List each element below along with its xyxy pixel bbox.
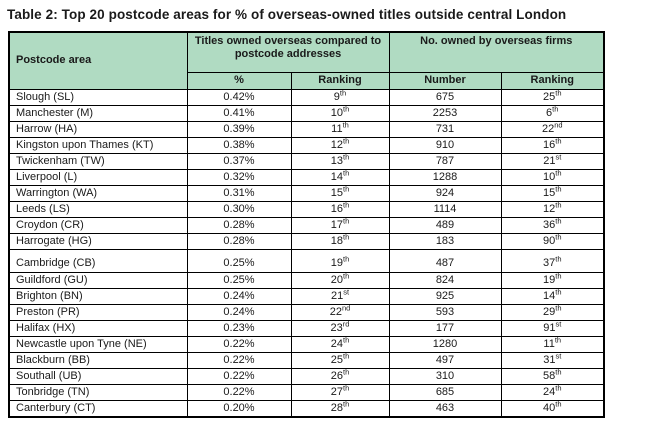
cell-percent: 0.20% (187, 400, 291, 417)
cell-postcode-area: Guildford (GU) (9, 272, 187, 288)
cell-percent-ranking: 16th (291, 201, 389, 217)
cell-number: 910 (389, 137, 501, 153)
cell-percent-ranking: 19th (291, 249, 389, 272)
cell-percent-ranking: 22nd (291, 304, 389, 320)
cell-percent: 0.38% (187, 137, 291, 153)
cell-number-ranking: 24th (501, 384, 604, 400)
cell-postcode-area: Brighton (BN) (9, 288, 187, 304)
table-row (9, 352, 604, 368)
cell-number-ranking: 21st (501, 153, 604, 169)
cell-number-ranking: 12th (501, 201, 604, 217)
table-title: Table 2: Top 20 postcode areas for % of overseas-owned titles outside central London (7, 7, 567, 22)
cell-number: 177 (389, 320, 501, 336)
cell-percent: 0.24% (187, 304, 291, 320)
cell-postcode-area: Newcastle upon Tyne (NE) (9, 336, 187, 352)
table-row (9, 400, 604, 417)
cell-number: 1288 (389, 169, 501, 185)
cell-percent-ranking: 15th (291, 185, 389, 201)
cell-percent-ranking: 17th (291, 217, 389, 233)
cell-number-ranking: 16th (501, 137, 604, 153)
cell-percent: 0.32% (187, 169, 291, 185)
cell-number-ranking: 58th (501, 368, 604, 384)
cell-percent-ranking: 21st (291, 288, 389, 304)
cell-postcode-area: Twickenham (TW) (9, 153, 187, 169)
cell-postcode-area: Southall (UB) (9, 368, 187, 384)
cell-number-ranking: 31st (501, 352, 604, 368)
cell-number: 2253 (389, 105, 501, 121)
table-row (9, 217, 604, 233)
cell-percent-ranking: 18th (291, 233, 389, 249)
cell-percent: 0.41% (187, 105, 291, 121)
cell-percent: 0.31% (187, 185, 291, 201)
cell-percent-ranking: 23rd (291, 320, 389, 336)
cell-postcode-area: Tonbridge (TN) (9, 384, 187, 400)
cell-number-ranking: 36th (501, 217, 604, 233)
table-row (9, 89, 604, 105)
cell-postcode-area: Liverpool (L) (9, 169, 187, 185)
col-group-no-owned-by-overseas-firms: No. owned by overseas firms (389, 32, 604, 72)
cell-postcode-area: Leeds (LS) (9, 201, 187, 217)
cell-number: 489 (389, 217, 501, 233)
cell-postcode-area: Harrow (HA) (9, 121, 187, 137)
cell-number: 1114 (389, 201, 501, 217)
cell-number: 497 (389, 352, 501, 368)
table-header (9, 32, 604, 89)
table-row (9, 336, 604, 352)
col-header-percent-ranking: Ranking (291, 72, 389, 89)
table-body (9, 89, 604, 417)
cell-number: 593 (389, 304, 501, 320)
table-row (9, 233, 604, 249)
table-row (9, 121, 604, 137)
cell-percent: 0.22% (187, 336, 291, 352)
table-row (9, 249, 604, 272)
cell-percent-ranking: 24th (291, 336, 389, 352)
cell-number-ranking: 6th (501, 105, 604, 121)
cell-number-ranking: 15th (501, 185, 604, 201)
cell-number: 824 (389, 272, 501, 288)
cell-number: 675 (389, 89, 501, 105)
cell-number-ranking: 91st (501, 320, 604, 336)
cell-percent-ranking: 9th (291, 89, 389, 105)
cell-number-ranking: 11th (501, 336, 604, 352)
postcode-table (8, 31, 605, 418)
cell-number: 487 (389, 249, 501, 272)
cell-postcode-area: Canterbury (CT) (9, 400, 187, 417)
table-row (9, 320, 604, 336)
table-row (9, 137, 604, 153)
cell-percent-ranking: 20th (291, 272, 389, 288)
cell-percent-ranking: 11th (291, 121, 389, 137)
cell-number: 685 (389, 384, 501, 400)
cell-percent: 0.24% (187, 288, 291, 304)
cell-postcode-area: Warrington (WA) (9, 185, 187, 201)
cell-number-ranking: 19th (501, 272, 604, 288)
cell-postcode-area: Harrogate (HG) (9, 233, 187, 249)
cell-percent-ranking: 14th (291, 169, 389, 185)
cell-percent-ranking: 10th (291, 105, 389, 121)
cell-number-ranking: 14th (501, 288, 604, 304)
cell-number-ranking: 29th (501, 304, 604, 320)
cell-percent: 0.39% (187, 121, 291, 137)
cell-percent: 0.22% (187, 384, 291, 400)
col-group-titles-owned-overseas: Titles owned overseas compared to postcode addresses (187, 32, 389, 72)
table-row (9, 153, 604, 169)
cell-number: 925 (389, 288, 501, 304)
cell-number: 1280 (389, 336, 501, 352)
cell-percent: 0.37% (187, 153, 291, 169)
cell-percent-ranking: 27th (291, 384, 389, 400)
cell-percent: 0.25% (187, 249, 291, 272)
table-row (9, 368, 604, 384)
cell-percent: 0.42% (187, 89, 291, 105)
table-row (9, 272, 604, 288)
cell-percent: 0.30% (187, 201, 291, 217)
cell-postcode-area: Manchester (M) (9, 105, 187, 121)
table-row (9, 304, 604, 320)
col-header-number-ranking: Ranking (501, 72, 604, 89)
cell-number: 731 (389, 121, 501, 137)
cell-postcode-area: Croydon (CR) (9, 217, 187, 233)
table-row (9, 288, 604, 304)
cell-number: 924 (389, 185, 501, 201)
cell-percent-ranking: 13th (291, 153, 389, 169)
cell-percent: 0.25% (187, 272, 291, 288)
cell-number-ranking: 10th (501, 169, 604, 185)
cell-number: 310 (389, 368, 501, 384)
col-header-number: Number (389, 72, 501, 89)
table-row (9, 169, 604, 185)
header-group-row (9, 32, 604, 72)
cell-postcode-area: Kingston upon Thames (KT) (9, 137, 187, 153)
cell-percent: 0.23% (187, 320, 291, 336)
cell-postcode-area: Preston (PR) (9, 304, 187, 320)
cell-percent-ranking: 25th (291, 352, 389, 368)
cell-number-ranking: 22nd (501, 121, 604, 137)
table-row (9, 105, 604, 121)
cell-percent: 0.28% (187, 217, 291, 233)
cell-percent-ranking: 28th (291, 400, 389, 417)
cell-percent: 0.28% (187, 233, 291, 249)
cell-percent: 0.22% (187, 368, 291, 384)
table-row (9, 384, 604, 400)
col-header-percent: % (187, 72, 291, 89)
cell-postcode-area: Blackburn (BB) (9, 352, 187, 368)
cell-number: 463 (389, 400, 501, 417)
cell-number-ranking: 37th (501, 249, 604, 272)
cell-number: 183 (389, 233, 501, 249)
cell-number-ranking: 25th (501, 89, 604, 105)
cell-number-ranking: 90th (501, 233, 604, 249)
cell-percent-ranking: 26th (291, 368, 389, 384)
cell-number: 787 (389, 153, 501, 169)
cell-number-ranking: 40th (501, 400, 604, 417)
cell-postcode-area: Cambridge (CB) (9, 249, 187, 272)
cell-postcode-area: Halifax (HX) (9, 320, 187, 336)
col-header-postcode-area: Postcode area (9, 32, 187, 89)
cell-percent: 0.22% (187, 352, 291, 368)
table-row (9, 201, 604, 217)
table-row (9, 185, 604, 201)
cell-postcode-area: Slough (SL) (9, 89, 187, 105)
cell-percent-ranking: 12th (291, 137, 389, 153)
